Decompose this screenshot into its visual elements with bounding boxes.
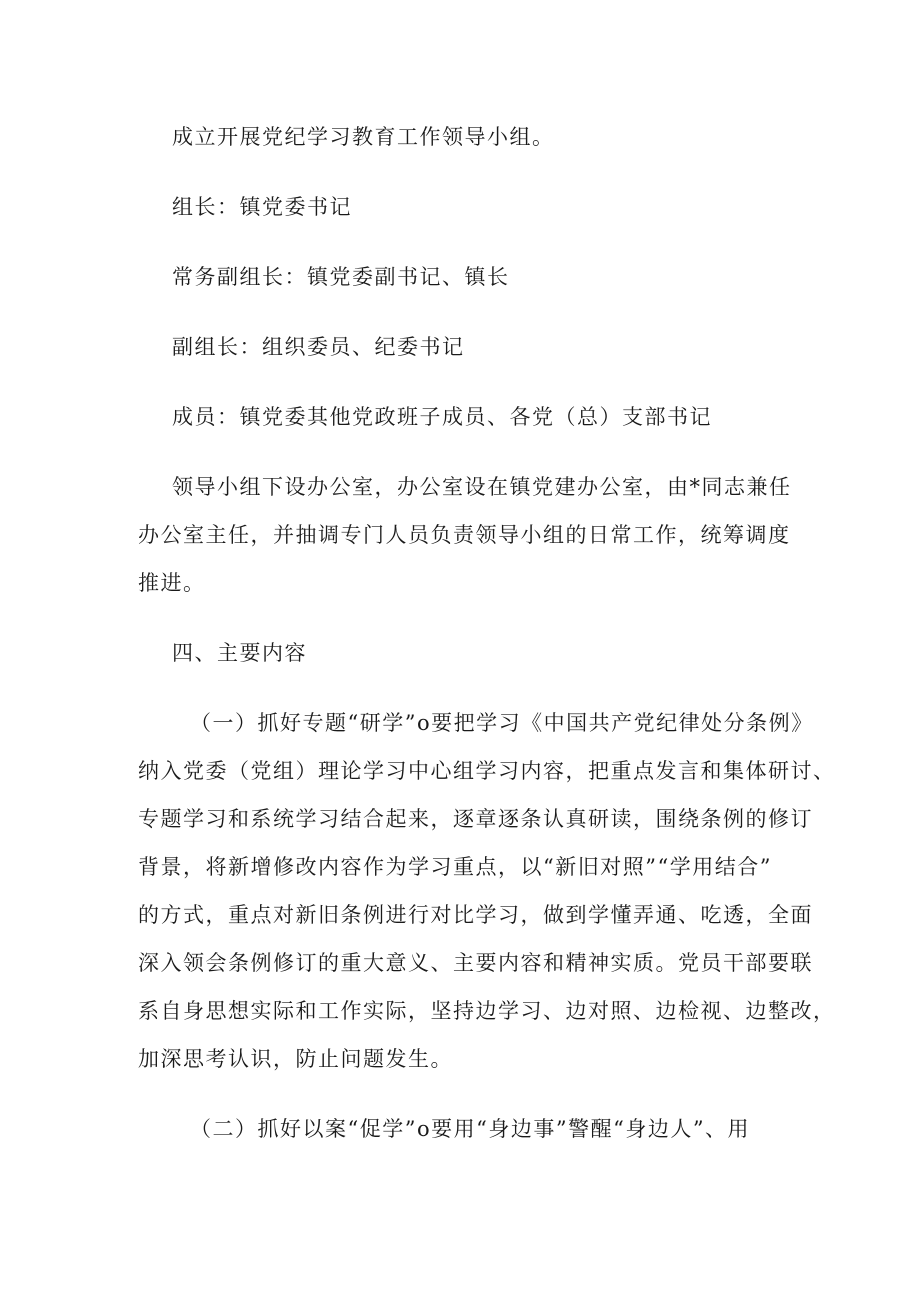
paragraph-study-line: 深入领会条例修订的重大意义、主要内容和精神实质。党员干部要联 bbox=[138, 951, 813, 975]
paragraph-leading-group: 成立开展党纪学习教育工作领导小组。 bbox=[172, 125, 555, 149]
paragraph-study-line: 纳入党委（党组）理论学习中心组学习内容，把重点发言和集体研讨、 bbox=[138, 759, 836, 783]
paragraph-executive-deputy-leader: 常务副组长：镇党委副书记、镇长 bbox=[172, 265, 510, 289]
paragraph-study-line: 系自身思想实际和工作实际，坚持边学习、边对照、边检视、边整改， bbox=[138, 999, 836, 1023]
section-heading-main-content: 四、主要内容 bbox=[172, 641, 307, 665]
paragraph-group-leader: 组长：镇党委书记 bbox=[172, 195, 352, 219]
paragraph-office-line: 办公室主任，并抽调专门人员负责领导小组的日常工作，统筹调度 bbox=[138, 523, 791, 547]
paragraph-study-line: 背景，将新增修改内容作为学习重点，以“新旧对照”“学用结合” bbox=[138, 855, 772, 879]
paragraph-deputy-leader: 副组长：组织委员、纪委书记 bbox=[172, 335, 465, 359]
paragraph-study-line: （一）抓好专题“研学”o要把学习《中国共产党纪律处分条例》 bbox=[190, 711, 814, 735]
paragraph-study-line: 专题学习和系统学习结合起来，逐章逐条认真研读，围绕条例的修订 bbox=[138, 807, 813, 831]
paragraph-members: 成员：镇党委其他党政班子成员、各党（总）支部书记 bbox=[172, 405, 712, 429]
paragraph-case-study-line: （二）抓好以案“促学”o要用“身边事”警醒“身边人”、用 bbox=[190, 1117, 751, 1141]
paragraph-study-line: 的方式，重点对新旧条例进行对比学习，做到学懂弄通、吃透，全面 bbox=[138, 903, 813, 927]
paragraph-study-line: 加深思考认识，防止问题发生。 bbox=[138, 1047, 453, 1071]
paragraph-office-line: 领导小组下设办公室，办公室设在镇党建办公室，由*同志兼任 bbox=[172, 475, 792, 499]
paragraph-office-line: 推进。 bbox=[138, 571, 206, 595]
